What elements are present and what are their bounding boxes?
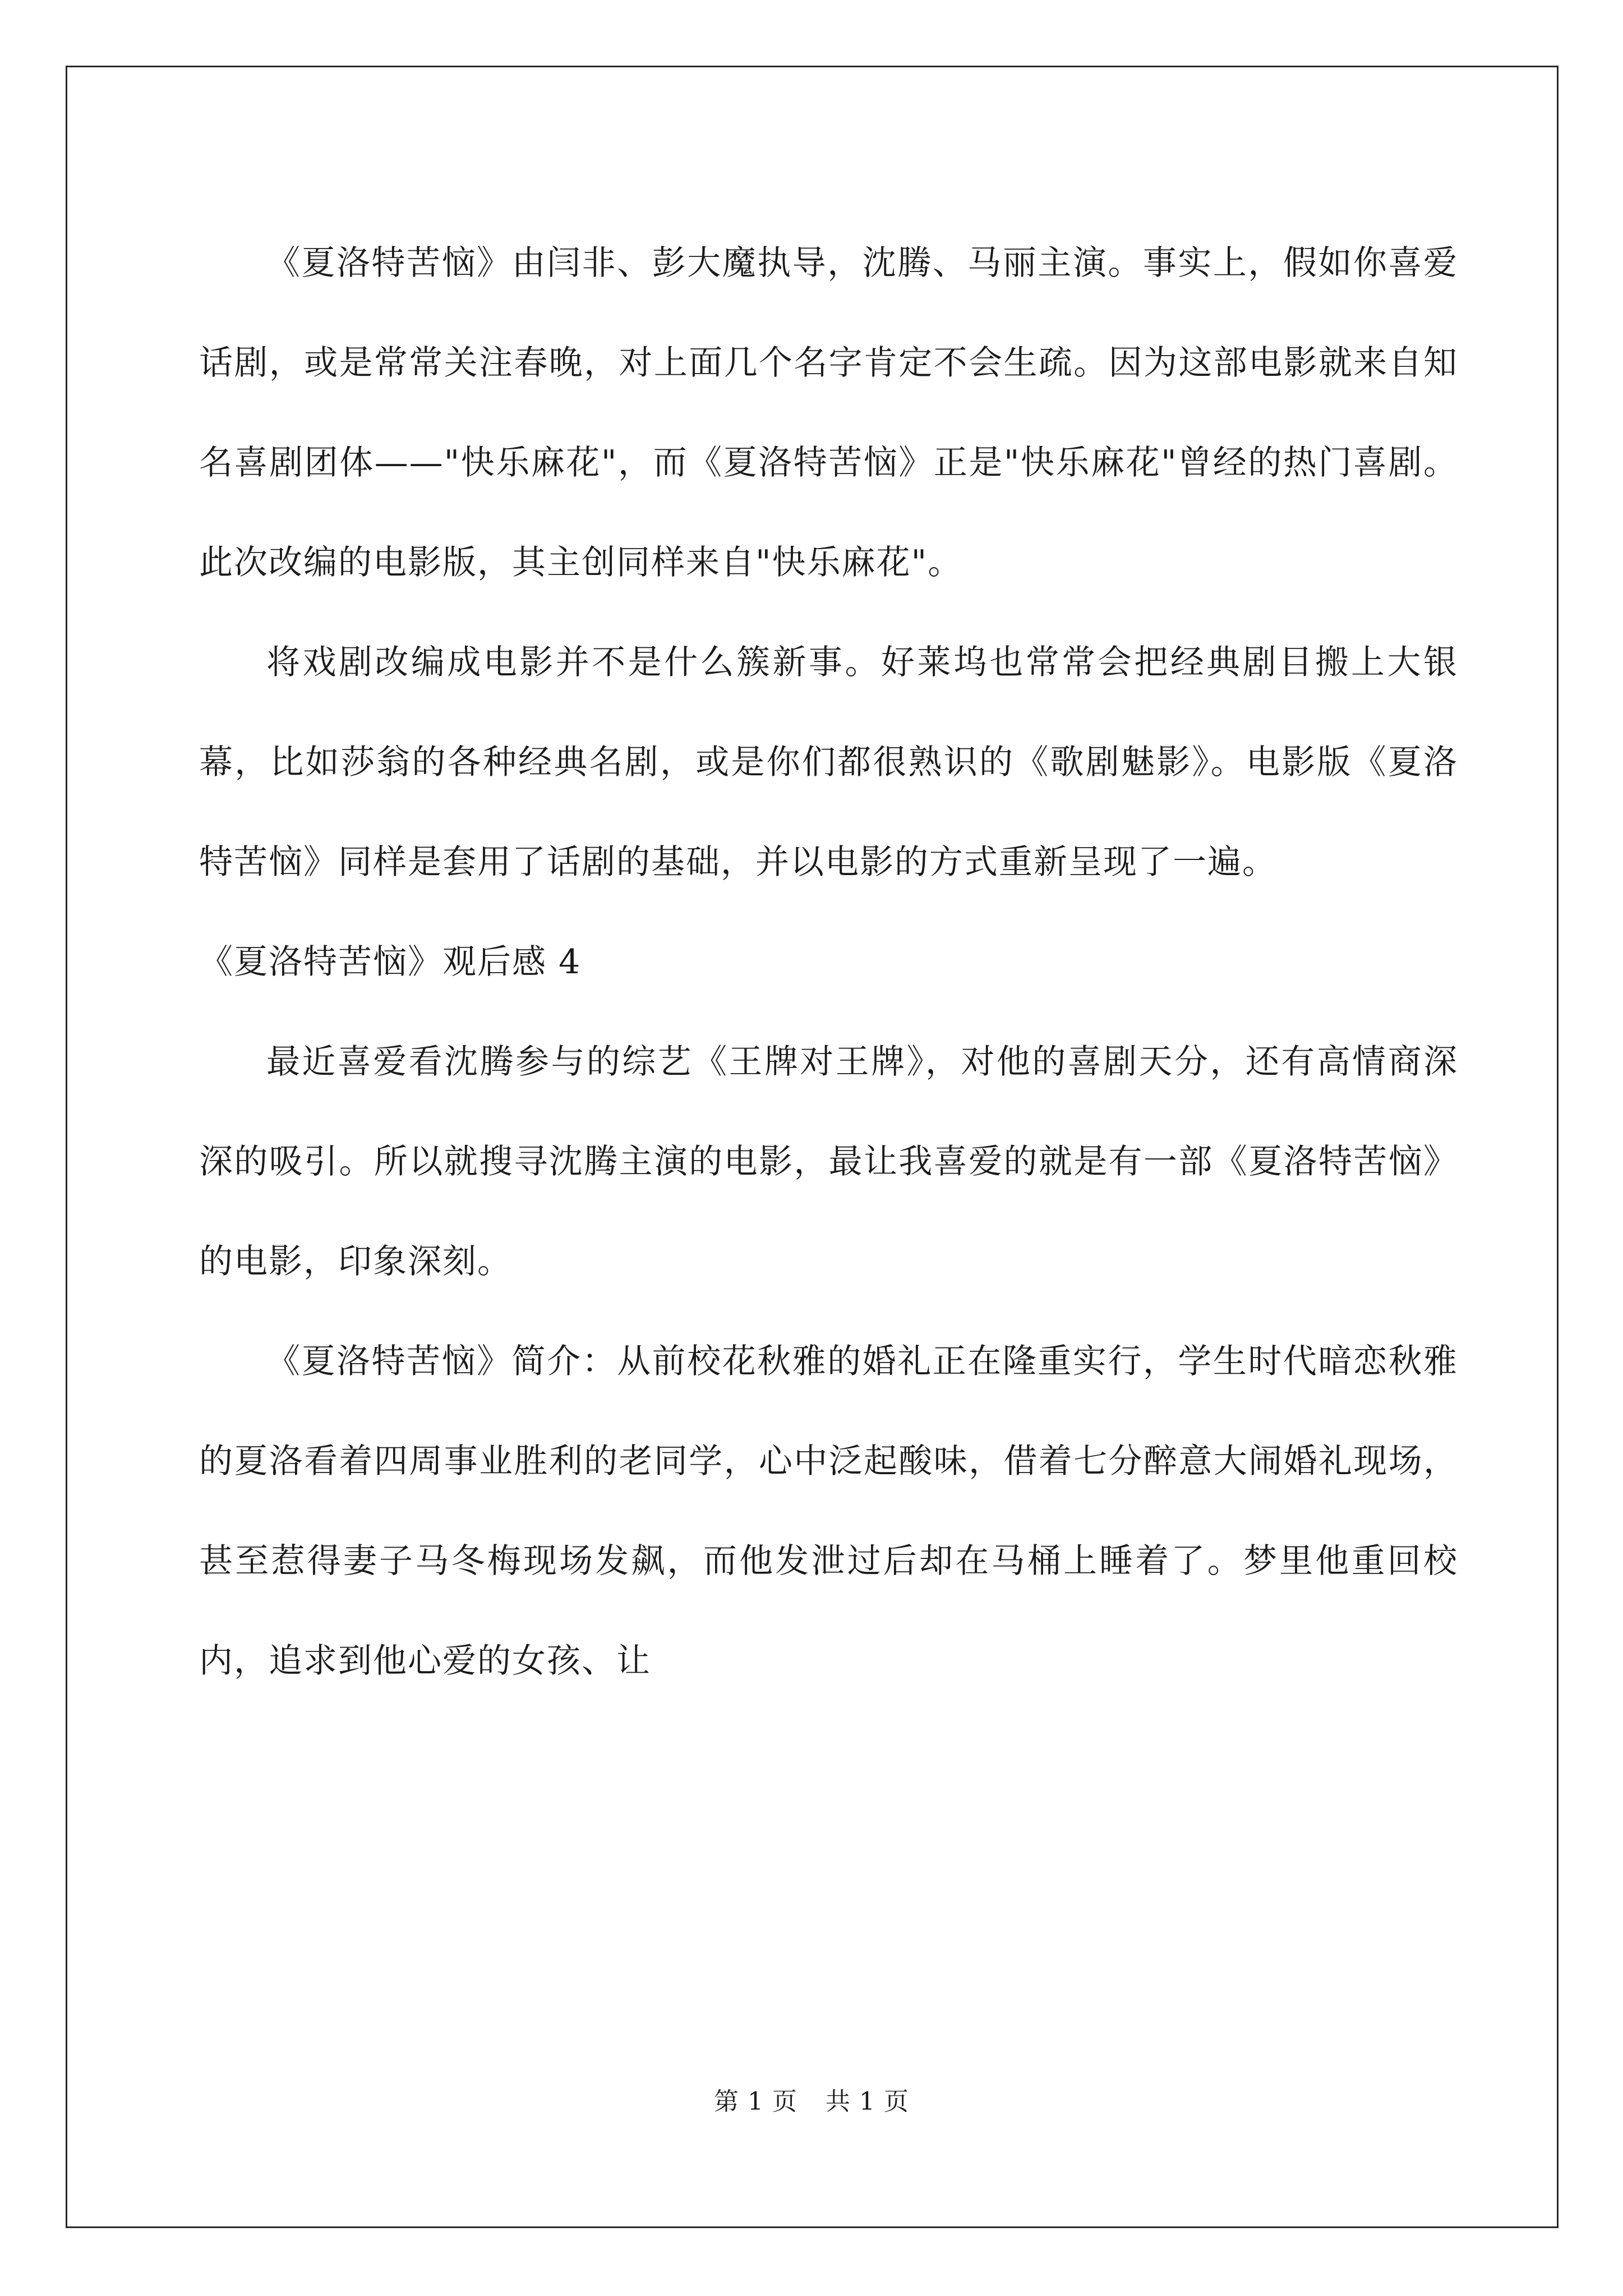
section-heading: 《夏洛特苦恼》观后感 4	[199, 942, 582, 982]
page-footer	[0, 2081, 1623, 2117]
document-body	[199, 213, 1458, 1711]
paragraph-adaptation: 将戏剧改编成电影并不是什么簇新事。好莱坞也常常会把经典剧目搬上大银幕，比如莎翁的各种经典名剧，或是你们都很熟识的《歌剧魅影》。电影版《夏洛特苦恼》同样是套用了话剧的基础，并以电影的方式重新呈现了一遍。	[199, 643, 1458, 882]
paragraph-synopsis: 《夏洛特苦恼》简介：从前校花秋雅的婚礼正在隆重实行，学生时代暗恋秋雅的夏洛看着四周事业胜利的老同学，心中泛起酸味，借着七分醉意大闹婚礼现场，甚至惹得妻子马冬梅现场发飙，而他发泄过后却在马桶上睡着了。梦里他重回校内，追求到他心爱的女孩、让	[199, 1342, 1458, 1681]
paragraph-intro: 《夏洛特苦恼》由闫非、彭大魔执导，沈腾、马丽主演。事实上，假如你喜爱话剧，或是常常关注春晚，对上面几个名字肯定不会生疏。因为这部电影就来自知名喜剧团体——"快乐麻花"，而《夏洛特苦恼》正是"快乐麻花"曾经的热门喜剧。此次改编的电影版，其主创同样来自"快乐麻花"。	[199, 243, 1458, 582]
paragraph-reason: 最近喜爱看沈腾参与的综艺《王牌对王牌》，对他的喜剧天分，还有高情商深深的吸引。所以就搜寻沈腾主演的电影，最让我喜爱的就是有一部《夏洛特苦恼》的电影，印象深刻。	[199, 1042, 1458, 1281]
page-number: 第 1 页	[714, 2087, 797, 2116]
page-total: 共 1 页	[826, 2087, 909, 2116]
